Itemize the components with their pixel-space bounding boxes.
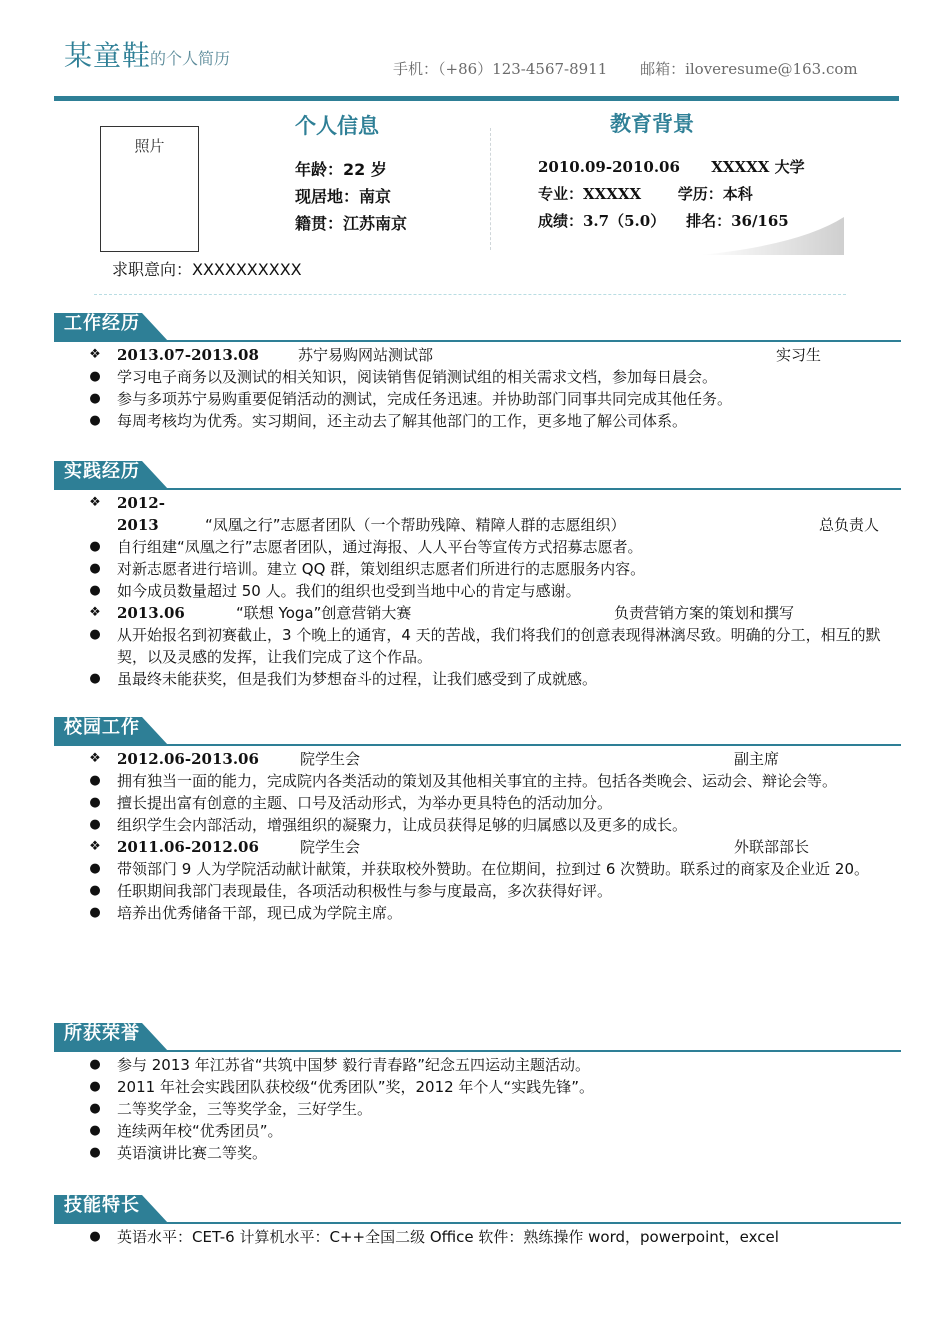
section-rule [54,744,901,746]
bullet-item [54,1054,901,1076]
bullet-text: 每周考核均为优秀。实习期间，还主动去了解其他部门的工作，更多地了解公司体系。 [117,412,688,430]
entry-role: 负责营销方案的策划和撰写 [614,604,795,622]
photo-label: 照片 [134,137,165,155]
entry-role: 副主席 [734,750,780,768]
bullet-item [54,558,901,580]
dot-bullet-icon: ● [89,391,101,406]
dot-bullet-icon: ● [89,883,101,898]
resume-name: 某童鞋 [64,39,152,72]
bullet-text: 从开始报名到初赛截止，3 个晚上的通宵，4 天的苦战，我们将我们的创意表现得淋漓尽致。明确的分工，相互的默契，以及灵感的发挥，让我们完成了这个作品。 [117,626,881,666]
entry-role: 实习生 [776,346,822,364]
bullet-item [54,902,901,924]
bullet-item [54,1226,901,1248]
bullet-text: 任职期间我部门表现最佳，各项活动积极性与参与度最高，多次获得好评。 [117,882,613,900]
entry-heading [54,492,901,536]
entry-date: 2013.07-2013.08 [117,346,259,364]
info-divider [490,128,491,250]
bullet-text: 2011 年社会实践团队获校级“优秀团队”奖，2012 年个人“实践先锋”。 [117,1078,594,1096]
section-honors [54,1023,901,1164]
bullet-item [54,536,901,558]
bullet-item [54,410,901,432]
dot-bullet-icon: ● [89,795,101,810]
section-practice [54,461,901,690]
bullet-item [54,770,901,792]
bullet-item [54,814,901,836]
personal-info-title: 个人信息 [295,114,379,138]
bullet-item [54,1076,901,1098]
entry-organization: “凤凰之行”志愿者团队（一个帮助残障、精障人群的志愿组织） [205,516,626,534]
section-rule [54,340,901,342]
honors-section-header [54,1023,901,1053]
dot-bullet-icon: ● [89,671,101,686]
bullet-item [54,792,901,814]
section-rule [54,1050,901,1052]
entry-heading [54,344,901,366]
bullet-text: 英语水平：CET-6 计算机水平：C++全国二级 Office 软件：熟练操作 word，powerpoint，excel [117,1228,779,1246]
entry-heading [54,748,901,770]
entry-date: 2012.06-2013.06 [117,750,259,768]
bullet-text: 对新志愿者进行培训。建立 QQ 群，策划组织志愿者们所进行的志愿服务内容。 [117,560,646,578]
resume-subtitle: 的个人简历 [150,49,231,68]
diamond-bullet-icon: ❖ [89,495,101,510]
dot-bullet-icon: ● [89,413,101,428]
bullet-text: 连续两年校“优秀团员”。 [117,1122,283,1140]
entry-date: 2011.06-2012.06 [117,838,259,856]
dot-bullet-icon: ● [89,1145,101,1160]
bullet-item [54,624,901,668]
bullet-item [54,1142,901,1164]
dot-bullet-icon: ● [89,1079,101,1094]
campus-section-header [54,717,901,747]
phone-text: 手机：（+86）123-4567-8911 [393,60,608,78]
entry-role: 总负责人 [819,516,880,534]
contact-info [393,58,886,79]
dot-bullet-icon: ● [89,583,101,598]
bullet-item [54,1120,901,1142]
entry-heading [54,602,901,624]
age-line: 年龄：22 岁 [295,160,387,179]
section-rule [54,488,901,490]
hometown-line: 籍贯：江苏南京 [295,214,408,233]
entry-date: 2013.06 [117,604,185,622]
decorative-wedge [700,215,845,257]
diamond-bullet-icon: ❖ [89,347,101,362]
section-title: 实践经历 [64,461,140,482]
edu-major-line: 专业：XXXXX 学历：本科 [538,185,753,203]
bullet-text: 如今成员数量超过 50 人。我们的组织也受到当地中心的肯定与感谢。 [117,582,581,600]
bullet-item [54,388,901,410]
bullet-text: 二等奖学金，三等奖学金，三好学生。 [117,1100,373,1118]
bullet-item [54,580,901,602]
education-title: 教育背景 [610,112,694,136]
skills-section-header [54,1195,901,1225]
entry-role: 外联部部长 [734,838,810,856]
section-title: 技能特长 [64,1195,140,1216]
dot-bullet-icon: ● [89,773,101,788]
section-skills [54,1195,901,1248]
bullet-text: 拥有独当一面的能力，完成院内各类活动的策划及其他相关事宜的主持。包括各类晚会、运动会、辩论会等。 [117,772,838,790]
bullet-text: 培养出优秀储备干部，现已成为学院主席。 [117,904,403,922]
residence-line: 现居地：南京 [295,187,392,206]
bullet-text: 英语演讲比赛二等奖。 [117,1144,268,1162]
dot-bullet-icon: ● [89,905,101,920]
bullet-text: 参与 2013 年江苏省“共筑中国梦 毅行青春路”纪念五四运动主题活动。 [117,1056,591,1074]
bullet-text: 带领部门 9 人为学院活动献计献策，并获取校外赞助。在位期间，拉到过 6 次赞助。联系过的商家及企业近 20。 [117,860,870,878]
section-title: 工作经历 [64,313,140,334]
diamond-bullet-icon: ❖ [89,751,101,766]
dot-bullet-icon: ● [89,627,101,642]
section-title: 校园工作 [64,717,140,738]
section-title: 所获荣誉 [64,1023,140,1044]
work-section-header [54,313,901,343]
entry-organization: 苏宁易购网站测试部 [298,346,434,364]
dot-bullet-icon: ● [89,1229,101,1244]
practice-section-header [54,461,901,491]
dot-bullet-icon: ● [89,561,101,576]
dot-bullet-icon: ● [89,369,101,384]
bullet-item [54,668,901,690]
photo-frame [100,126,199,252]
entry-heading [54,836,901,858]
bullet-item [54,366,901,388]
bullet-item [54,1098,901,1120]
edu-score-line: 成绩：3.7（5.0） 排名：36/165 [538,212,789,230]
entry-organization: 院学生会 [300,750,361,768]
bullet-text: 学习电子商务以及测试的相关知识，阅读销售促销测试组的相关需求文档，参加每日晨会。 [117,368,718,386]
bullet-item [54,858,901,880]
bullet-text: 自行组建“凤凰之行”志愿者团队，通过海报、人人平台等宣传方式招募志愿者。 [117,538,643,556]
bullet-text: 擅长提出富有创意的主题、口号及活动形式，为举办更具特色的活动加分。 [117,794,613,812]
dot-bullet-icon: ● [89,861,101,876]
bullet-item [54,880,901,902]
dot-bullet-icon: ● [89,817,101,832]
dot-bullet-icon: ● [89,1123,101,1138]
bullet-text: 虽最终未能获奖，但是我们为梦想奋斗的过程，让我们感受到了成就感。 [117,670,598,688]
dot-bullet-icon: ● [89,539,101,554]
section-campus [54,717,901,924]
email-text: 邮箱：iloveresume@163.com [640,60,858,78]
section-rule [54,1222,901,1224]
section-work [54,313,901,432]
dot-bullet-icon: ● [89,1057,101,1072]
edu-school-line: 2010.09-2010.06 XXXXX 大学 [538,158,805,176]
entry-date: 2012-2013 [117,494,165,534]
bullet-text: 组织学生会内部活动，增强组织的凝聚力，让成员获得足够的归属感以及更多的成长。 [117,816,688,834]
entry-organization: “联想 Yoga”创意营销大赛 [236,604,412,622]
entry-organization: 院学生会 [300,838,361,856]
bullet-text: 参与多项苏宁易购重要促销活动的测试，完成任务迅速。并协助部门同事共同完成其他任务。 [117,390,733,408]
diamond-bullet-icon: ❖ [89,605,101,620]
job-intent: 求职意向：XXXXXXXXXX [112,260,302,279]
dashed-separator [94,294,846,295]
dot-bullet-icon: ● [89,1101,101,1116]
diamond-bullet-icon: ❖ [89,839,101,854]
header-divider [54,96,899,101]
